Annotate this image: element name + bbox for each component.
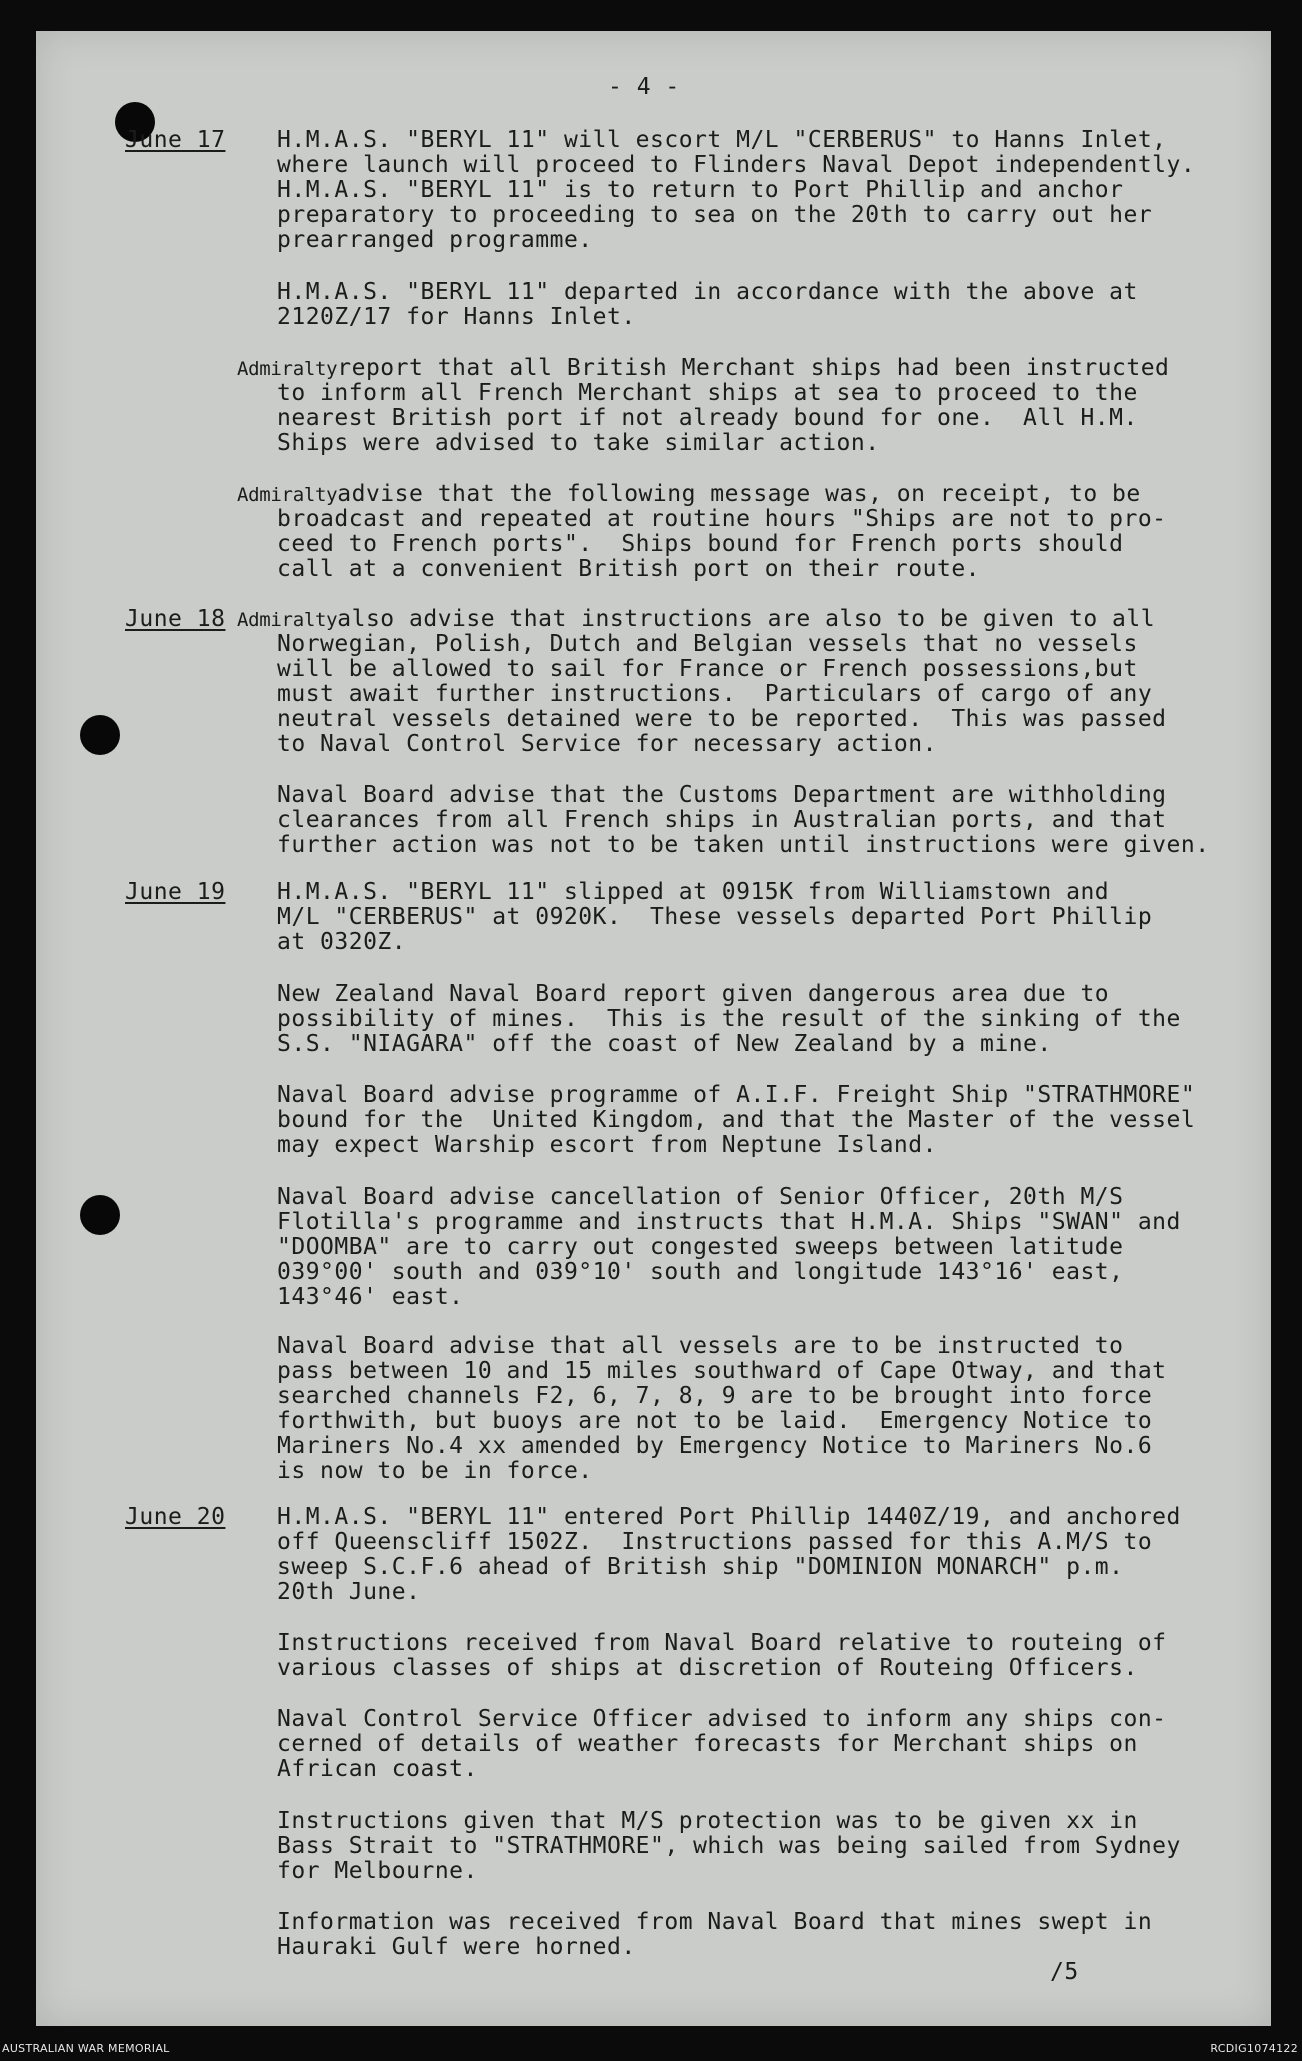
text-line: 20th June. bbox=[277, 1579, 421, 1605]
text-line: clearances from all French ships in Australian ports, and that bbox=[277, 807, 1167, 833]
footer-right: RCDIG1074122 bbox=[1210, 2042, 1298, 2055]
text-line: Norwegian, Polish, Dutch and Belgian vessels that no vessels bbox=[277, 631, 1138, 657]
text-line: possibility of mines. This is the result of the sinking of the bbox=[277, 1006, 1181, 1032]
text-line bbox=[237, 356, 1169, 382]
text-line: Flotilla's programme and instructs that H.M.A. Ships "SWAN" and bbox=[277, 1209, 1181, 1235]
text-line-rest: advise that the following message was, on receipt, to be bbox=[337, 481, 1141, 507]
entry-date: June 20 bbox=[125, 1504, 226, 1530]
text-line: Information was received from Naval Board that mines swept in bbox=[277, 1909, 1153, 1935]
text-line: Naval Control Service Officer advised to inform any ships con- bbox=[277, 1706, 1167, 1732]
text-line-rest: report that all British Merchant ships had been instructed bbox=[337, 355, 1170, 381]
text-line: at 0320Z. bbox=[277, 929, 407, 955]
text-line: forthwith, but buoys are not to be laid. Emergency Notice to bbox=[277, 1408, 1153, 1434]
text-line: must await further instructions. Particulars of cargo of any bbox=[277, 681, 1153, 707]
text-line: will be allowed to sail for France or French possessions,but bbox=[277, 656, 1138, 682]
text-line: Naval Board advise that all vessels are to be instructed to bbox=[277, 1333, 1124, 1359]
text-line: preparatory to proceeding to sea on the 20th to carry out her bbox=[277, 202, 1153, 228]
text-line: nearest British port if not already bound for one. All H.M. bbox=[277, 405, 1138, 431]
text-line: 039°00' south and 039°10' south and longitude 143°16' east, bbox=[277, 1259, 1124, 1285]
text-line: pass between 10 and 15 miles southward of Cape Otway, and that bbox=[277, 1358, 1167, 1384]
text-line: for Melbourne. bbox=[277, 1858, 478, 1884]
page-number: - 4 - bbox=[608, 74, 680, 100]
text-line: Bass Strait to "STRATHMORE", which was being sailed from Sydney bbox=[277, 1833, 1181, 1859]
text-line: Instructions received from Naval Board relative to routeing of bbox=[277, 1630, 1167, 1656]
text-line: Naval Board advise programme of A.I.F. Freight Ship "STRATHMORE" bbox=[277, 1082, 1196, 1108]
text-line: prearranged programme. bbox=[277, 227, 593, 253]
entry-date: June 17 bbox=[125, 127, 226, 153]
text-line: 143°46' east. bbox=[277, 1284, 464, 1310]
text-line: broadcast and repeated at routine hours "Ships are not to pro- bbox=[277, 506, 1167, 532]
text-line: 2120Z/17 for Hanns Inlet. bbox=[277, 304, 636, 330]
text-line: Ships were advised to take similar action. bbox=[277, 430, 880, 456]
text-line: off Queenscliff 1502Z. Instructions passed for this A.M/S to bbox=[277, 1529, 1153, 1555]
text-line: H.M.A.S. "BERYL 11" entered Port Phillip 1440Z/19, and anchored bbox=[277, 1504, 1181, 1530]
text-line: Naval Board advise cancellation of Senior Officer, 20th M/S bbox=[277, 1184, 1124, 1210]
binder-hole-3 bbox=[80, 1195, 120, 1235]
text-line: Mariners No.4 xx amended by Emergency Notice to Mariners No.6 bbox=[277, 1433, 1153, 1459]
text-line: S.S. "NIAGARA" off the coast of New Zealand by a mine. bbox=[277, 1031, 1052, 1057]
text-line: searched channels F2, 6, 7, 8, 9 are to be brought into force bbox=[277, 1383, 1153, 1409]
text-line: H.M.A.S. "BERYL 11" departed in accordance with the above at bbox=[277, 279, 1138, 305]
text-line: H.M.A.S. "BERYL 11" slipped at 0915K from Williamstown and bbox=[277, 879, 1110, 905]
text-line: may expect Warship escort from Neptune Island. bbox=[277, 1132, 937, 1158]
text-line: sweep S.C.F.6 ahead of British ship "DOMINION MONARCH" p.m. bbox=[277, 1554, 1124, 1580]
text-line: African coast. bbox=[277, 1756, 478, 1782]
text-line: further action was not to be taken until instructions were given. bbox=[277, 832, 1210, 858]
text-line-rest: also advise that instructions are also to be given to all bbox=[337, 606, 1156, 632]
text-line: to inform all French Merchant ships at sea to proceed to the bbox=[277, 380, 1138, 406]
entry-date: June 19 bbox=[125, 879, 226, 905]
source-lead: Admiralty bbox=[237, 484, 338, 506]
text-line: where launch will proceed to Flinders Naval Depot independently. bbox=[277, 152, 1196, 178]
entry-date: June 18 bbox=[125, 606, 226, 632]
text-line: ceed to French ports". Ships bound for French ports should bbox=[277, 531, 1124, 557]
text-line: bound for the United Kingdom, and that the Master of the vessel bbox=[277, 1107, 1196, 1133]
source-lead: Admiralty bbox=[237, 609, 338, 631]
text-line: H.M.A.S. "BERYL 11" will escort M/L "CERBERUS" to Hanns Inlet, bbox=[277, 127, 1167, 153]
continuation-mark: /5 bbox=[1050, 1959, 1079, 1985]
text-line: New Zealand Naval Board report given dangerous area due to bbox=[277, 981, 1110, 1007]
text-line: call at a convenient British port on their route. bbox=[277, 556, 981, 582]
text-line: cerned of details of weather forecasts for Merchant ships on bbox=[277, 1731, 1138, 1757]
text-line: H.M.A.S. "BERYL 11" is to return to Port Phillip and anchor bbox=[277, 177, 1124, 203]
binder-hole-2 bbox=[80, 715, 120, 755]
text-line: Naval Board advise that the Customs Department are withholding bbox=[277, 782, 1167, 808]
text-line: neutral vessels detained were to be reported. This was passed bbox=[277, 706, 1167, 732]
text-line: is now to be in force. bbox=[277, 1458, 593, 1484]
footer-left: AUSTRALIAN WAR MEMORIAL bbox=[2, 2042, 170, 2055]
text-line: to Naval Control Service for necessary action. bbox=[277, 731, 937, 757]
text-line: "DOOMBA" are to carry out congested sweeps between latitude bbox=[277, 1234, 1124, 1260]
text-line: M/L "CERBERUS" at 0920K. These vessels departed Port Phillip bbox=[277, 904, 1153, 930]
text-line bbox=[237, 607, 1155, 633]
text-line: Instructions given that M/S protection was to be given xx in bbox=[277, 1808, 1138, 1834]
source-lead: Admiralty bbox=[237, 358, 338, 380]
text-line: Hauraki Gulf were horned. bbox=[277, 1934, 636, 1960]
text-line: various classes of ships at discretion of Routeing Officers. bbox=[277, 1655, 1138, 1681]
text-line bbox=[237, 482, 1141, 508]
